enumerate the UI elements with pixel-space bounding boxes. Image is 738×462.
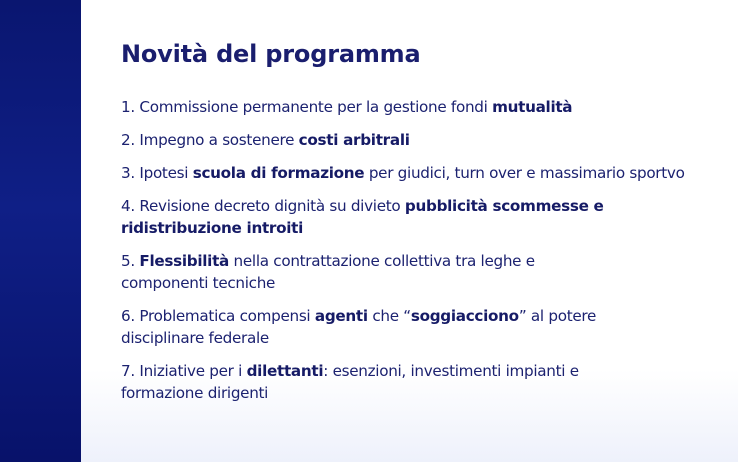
decorative-side-bar [0, 0, 81, 462]
list-item: 5. Flessibilità nella contrattazione collettiva tra leghe e componenti tecniche [121, 252, 535, 292]
slide-title: Novità del programma [121, 40, 421, 68]
list-item: 2. Impegno a sostenere costi arbitrali [121, 131, 410, 149]
list-item: 4. Revisione decreto dignità su divieto pubblicità scommesse e ridistribuzione introiti [121, 197, 604, 237]
slide-content [121, 0, 733, 462]
list-item: 3. Ipotesi scuola di formazione per giudici, turn over e massimario sportvo [121, 164, 685, 182]
list-item: 1. Commissione permanente per la gestione fondi mutualità [121, 98, 573, 116]
list-item: 6. Problematica compensi agenti che “soggiacciono” al potere disciplinare federale [121, 307, 597, 347]
program-list [121, 96, 733, 415]
list-item: 7. Iniziative per i dilettanti: esenzioni, investimenti impianti e formazione dirigenti [121, 362, 579, 402]
